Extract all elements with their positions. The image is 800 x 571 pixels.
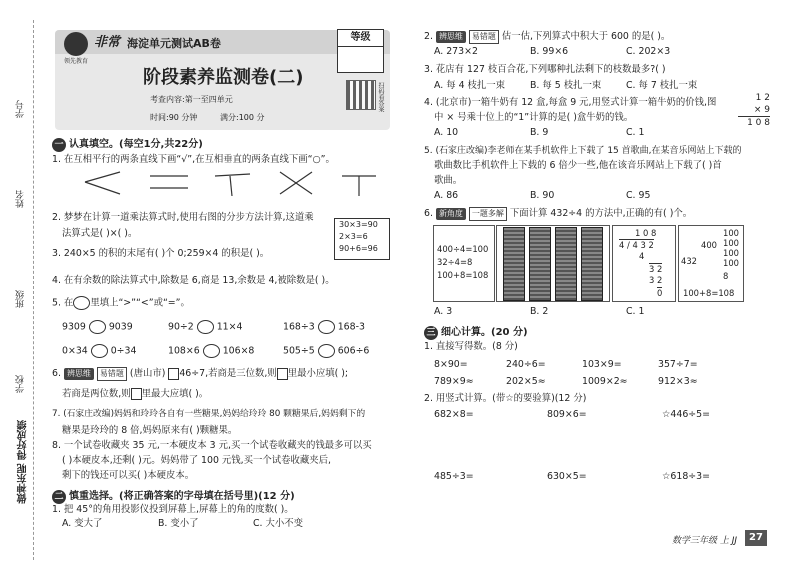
digit-box[interactable] (277, 368, 288, 380)
d1-item[interactable]: 912×3≈ (658, 376, 698, 387)
c4-text-2[interactable]: 中 × 号乘十位上的“1”计算的是( )盒牛奶的钱。 (434, 112, 634, 123)
q5-r2-b-right: 106×8 (222, 345, 255, 357)
base-ten-block-icon (581, 227, 603, 301)
d1-item[interactable]: 202×5≈ (506, 376, 546, 387)
c6-c-step-1: 4 (639, 251, 645, 261)
margin-label-class: 班级 (16, 290, 26, 308)
c6-d-leaf: 100 (723, 258, 739, 268)
c2-tag: 辨思维 (436, 31, 466, 43)
d2-item[interactable]: 809×6= (547, 409, 587, 420)
calc-step-1: 30×3=90 (339, 220, 378, 229)
c5-option-a[interactable]: A. 86 (434, 190, 459, 201)
c4-vertical-calc (738, 92, 770, 129)
q5-r2-c (283, 344, 369, 358)
section-3-number: 三 (424, 326, 438, 340)
section-1-title: 认真填空。(每空1分,共22分) (69, 139, 203, 150)
c1-option-a[interactable]: A. 变大了 (62, 518, 103, 529)
c6-d-leaf: 100 (723, 248, 739, 258)
q4-text[interactable]: 4. 在有余数的除法算式中,除数是 6,商是 13,余数是 4,被除数是( )。 (52, 275, 335, 286)
q6-text2: 若商是两位数,则 (62, 388, 131, 400)
c6-text[interactable]: 下面计算 432÷4 的方法中,正确的有( )个。 (509, 208, 693, 219)
q5-r2-a-right: 0÷34 (110, 345, 137, 357)
q1-line-pairs (80, 170, 380, 198)
q5-instruction (52, 296, 190, 310)
qr-code-icon (346, 80, 376, 110)
c6-d-leaf: 100 (723, 228, 739, 238)
c6-line (424, 207, 692, 221)
c6-c-remainder: 0 (657, 288, 663, 298)
section-3-title: 细心计算。(20 分) (441, 327, 528, 338)
c4-vertical-row-3: 1 0 8 (747, 118, 770, 128)
c4-option-a[interactable]: A. 10 (434, 127, 459, 138)
level-label: 等级 (338, 30, 383, 47)
exam-scope: 考查内容:第一至四单元 (150, 95, 233, 104)
q5-r2-c-right: 606÷6 (337, 345, 370, 357)
q5-label: 5. 在 (52, 297, 74, 309)
qr-caption: 扫码看答案 (377, 82, 384, 112)
series-name: 海淀单元测试AB卷 (127, 37, 221, 50)
binding-line (33, 20, 34, 560)
q6-line-1 (52, 367, 348, 381)
c6-method-c (612, 225, 676, 302)
c2-option-b[interactable]: B. 99×6 (530, 46, 569, 57)
q1-text: 1. 在互相平行的两条直线下画“√”,在互相垂直的两条直线下画“○”。 (52, 154, 335, 165)
compare-circle[interactable] (203, 344, 220, 358)
c2-line (424, 30, 670, 44)
digit-box[interactable] (131, 388, 142, 400)
c2-option-c[interactable]: C. 202×3 (626, 46, 671, 57)
c6-d-root: 432 (681, 256, 697, 266)
brand-badge: 领先教育 (64, 58, 89, 65)
c6-method-a (433, 225, 495, 302)
d1-item[interactable]: 789×9≈ (434, 376, 474, 387)
c2-tag-2: 易错题 (469, 30, 499, 44)
base-ten-block-icon (503, 227, 525, 301)
q5-r2-a-left: 0×34 (62, 345, 88, 357)
c6-c-step-2: 3 2 (649, 264, 663, 274)
section-2-title: 慎重选择。(将正确答案的字母填在括号里)(12 分) (69, 491, 295, 502)
d1-item[interactable]: 357÷7= (658, 359, 698, 370)
compare-circle[interactable] (91, 344, 108, 358)
q5-r2-a (62, 344, 136, 358)
footer-subject: 数学三年级 上 JJ (672, 536, 738, 546)
exam-time: 时间:90 分钟 (150, 113, 198, 122)
q2-text: 2. 梦梦在计算一道乘法算式时,使用右图的分步方法计算,这道乘 (52, 212, 314, 223)
exam-score: 满分:100 分 (220, 113, 265, 122)
q5-r1-c (283, 320, 365, 334)
c5-option-b[interactable]: B. 90 (530, 190, 555, 201)
d2-item[interactable]: 630×5= (547, 471, 587, 482)
c4-vertical-row-2: × 9 (738, 104, 770, 117)
c4-option-b[interactable]: B. 9 (530, 127, 549, 138)
calc-step-3: 90+6=96 (339, 244, 378, 253)
brand-name: 非常 (94, 35, 121, 50)
base-ten-block-icon (555, 227, 577, 301)
d1-item[interactable]: 1009×2≈ (582, 376, 628, 387)
q5-r2-b-left: 108×6 (168, 345, 200, 357)
c6-a-line-3: 100+8=108 (437, 270, 489, 280)
q8-text-2[interactable]: ( )本硬皮本,还剩( )元。妈妈带了 100 元钱,买一个试卷收藏夹后, (62, 455, 332, 466)
c6-tag-2: 一题多解 (469, 207, 507, 221)
compare-circle[interactable] (89, 320, 106, 334)
q6-region: (唐山市) (129, 368, 166, 379)
section-1-number: 一 (52, 138, 66, 152)
q5-r1-a-right: 9039 (108, 321, 133, 333)
c6-c-dividend: 4 / 4 3 2 (619, 240, 654, 250)
d2-text: 2. 用竖式计算。(带☆的要验算)(12 分) (424, 393, 587, 404)
d1-item[interactable]: 8×90= (434, 359, 468, 370)
base-ten-block-icon (529, 227, 551, 301)
q6-text: 46÷7,若商是三位数,则 (179, 368, 277, 379)
c5-text-2[interactable]: 歌曲数比手机软件上下载的 6 倍少一些,他在该音乐网站上下载了( )首 (434, 160, 722, 171)
q5-r1-b-right: 11×4 (216, 321, 243, 333)
c5-option-c[interactable]: C. 95 (626, 190, 651, 201)
margin-slogan: 做神东呢 得好成绩 (18, 420, 29, 504)
c6-a-line-1: 400÷4=100 (437, 244, 489, 254)
margin-label-name: 姓名 (16, 190, 26, 208)
c6-method-b (496, 225, 610, 302)
c5-text-3: 歌曲。 (434, 175, 463, 186)
q5-r1-a (62, 320, 133, 334)
c4-option-c[interactable]: C. 1 (626, 127, 645, 138)
margin-label-student-id: 学号 (16, 100, 26, 118)
c2-num: 2. (424, 31, 433, 42)
c6-option-a[interactable]: A. 3 (434, 306, 453, 317)
q5-r1-c-left: 168÷3 (283, 321, 315, 333)
q5-r2-b (168, 344, 254, 358)
c4-vertical-row-1: 1 2 (755, 93, 770, 103)
c3-option-a[interactable]: A. 每 4 枝扎一束 (434, 80, 506, 91)
q5-r1-b (168, 320, 242, 334)
q8-text-3[interactable]: 剩下的钱还可以买( )本硬皮本。 (62, 470, 195, 481)
c3-option-c[interactable]: C. 每 7 枝扎一束 (626, 80, 698, 91)
calc-step-2: 2×3=6 (339, 232, 368, 241)
d2-item[interactable]: 485÷3= (434, 471, 474, 482)
c6-d-mid: 400 (701, 240, 717, 250)
margin-label-school: 学校 (16, 375, 26, 393)
d1-text: 1. 直接写得数。(8 分) (424, 341, 518, 352)
q7-text-2[interactable]: 糖果是玲玲的 8 倍,妈妈原来有( )颗糖果。 (62, 425, 238, 436)
c6-c-quotient: 1 0 8 (635, 228, 657, 238)
c1-option-b[interactable]: B. 变小了 (158, 518, 199, 529)
q5-r1-a-left: 9309 (62, 321, 86, 333)
exam-title: 阶段素养监测卷(二) (143, 67, 304, 88)
c2-text[interactable]: 估一估,下列算式中积大于 600 的是( )。 (501, 31, 671, 42)
d2-item[interactable]: ☆446÷5= (662, 409, 710, 420)
q6-text2-b[interactable]: 里最大应填( )。 (141, 388, 209, 400)
level-box[interactable] (337, 29, 384, 73)
c2-option-a[interactable]: A. 273×2 (434, 46, 478, 57)
q6-tag: 辨思维 (64, 368, 94, 380)
c6-c-step-3: 3 2 (649, 275, 663, 285)
q6-text-b[interactable]: 里最小应填( ); (287, 368, 349, 379)
c6-d-leaf: 100 (723, 238, 739, 248)
c3-option-b[interactable]: B. 每 5 枝扎一束 (530, 80, 602, 91)
calc-box (334, 218, 390, 260)
c3-text[interactable]: 3. 花店有 127 枝百合花,下列哪种扎法剩下的枝数最多?( ) (424, 64, 666, 75)
c4-text: 4. (北京市)一箱牛奶有 12 盒,每盒 9 元,用竖式计算一箱牛奶的价钱,图 (424, 97, 717, 108)
section-3-heading (424, 323, 528, 340)
q5-r2-c-left: 505÷5 (283, 345, 315, 357)
compare-circle[interactable] (318, 320, 335, 334)
section-2-heading (52, 487, 295, 504)
d2-item[interactable]: 682×8= (434, 409, 474, 420)
section-1-heading (52, 135, 203, 152)
c6-a-line-2: 32÷4=8 (437, 257, 473, 267)
page-number: 27 (745, 530, 767, 546)
q5-r1-b-left: 90÷2 (168, 321, 194, 333)
compare-circle[interactable] (197, 320, 214, 334)
c5-text: 5. (石家庄改编)李老师在某手机软件上下载了 15 首歌曲,在某音乐网站上下载的 (424, 146, 742, 156)
c6-method-d (678, 225, 744, 302)
q6-line-2 (62, 388, 208, 401)
c1-option-c[interactable]: C. 大小不变 (253, 518, 304, 529)
q7-text: 7. (石家庄改编)妈妈和玲玲各自有一些糖果,妈妈给玲玲 80 颗糖果后,妈妈剩下的 (52, 409, 366, 419)
c6-d-sum: 100+8=108 (683, 288, 735, 298)
digit-box[interactable] (168, 368, 179, 380)
compare-circle-icon (73, 296, 90, 310)
c6-option-c[interactable]: C. 1 (626, 306, 645, 317)
c6-tag: 新角度 (436, 208, 466, 220)
c6-num: 6. (424, 208, 433, 219)
q5-r1-c-right: 168-3 (337, 321, 365, 333)
q5-after: 里填上“>”“<”或“=”。 (90, 297, 190, 309)
compare-circle[interactable] (318, 344, 335, 358)
c6-d-leaf: 8 (723, 271, 729, 281)
q3-text[interactable]: 3. 240×5 的积的末尾有( )个 0;259×4 的积是( )。 (52, 248, 270, 259)
d2-item[interactable]: ☆618÷3= (662, 471, 710, 482)
d1-item[interactable]: 103×9= (582, 359, 622, 370)
q2-text-2[interactable]: 法算式是( )×( )。 (62, 228, 138, 239)
q6-num: 6. (52, 368, 61, 379)
q8-text: 8. 一个试卷收藏夹 35 元,一本硬皮本 3 元,买一个试卷收藏夹的钱最多可以买 (52, 440, 372, 451)
d1-item[interactable]: 240÷6= (506, 359, 546, 370)
q6-tag-2: 易错题 (97, 367, 127, 381)
c6-option-b[interactable]: B. 2 (530, 306, 549, 317)
c1-text[interactable]: 1. 把 45°的角用投影仪投到屏幕上,屏幕上的角的度数( )。 (52, 504, 294, 515)
section-2-number: 二 (52, 490, 66, 504)
brand-logo-icon (64, 32, 88, 56)
